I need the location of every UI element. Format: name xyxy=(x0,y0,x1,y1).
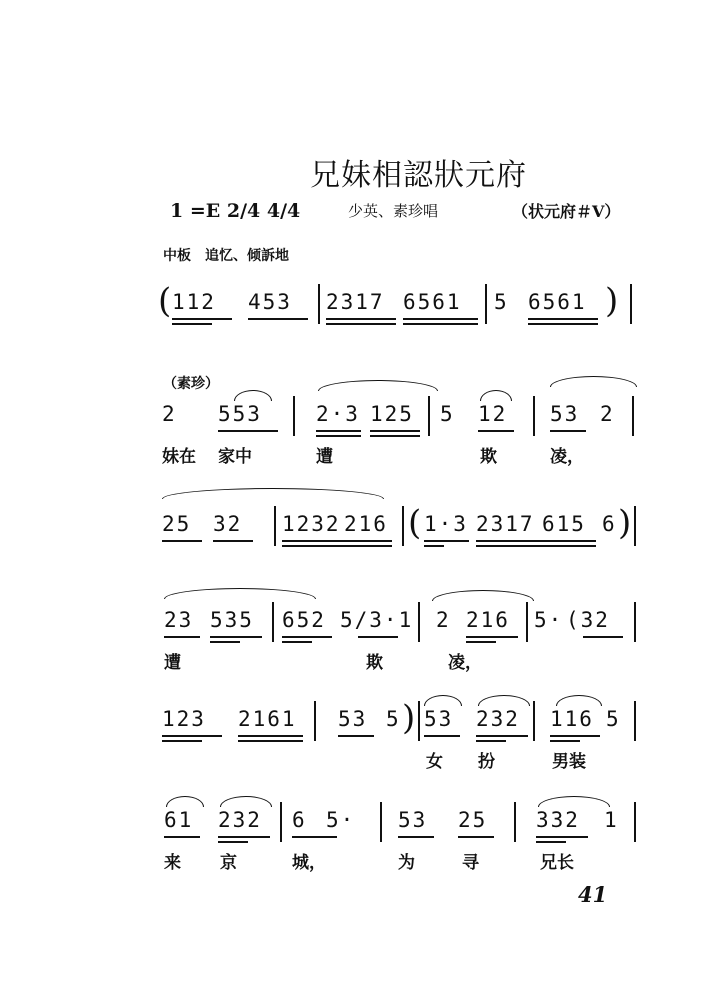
note-group: 123 xyxy=(162,707,206,731)
note-group: 553 xyxy=(218,402,262,426)
lyric: 兄长 xyxy=(540,853,574,873)
note-group: 535 xyxy=(210,608,254,632)
note-group: 5 xyxy=(386,707,401,731)
barline xyxy=(314,701,316,741)
source-note: （状元府＃Ⅴ） xyxy=(512,202,621,221)
role-label: （素珍） xyxy=(163,376,219,392)
lyric: 家中 xyxy=(218,447,252,467)
barline xyxy=(634,602,636,642)
lyric: 扮 xyxy=(478,752,495,772)
note-group: 32 xyxy=(213,512,243,536)
score-line-3 xyxy=(158,503,648,562)
lyric: 男装 xyxy=(552,752,586,772)
note-group: 25 xyxy=(162,512,192,536)
note-group: 453 xyxy=(248,290,292,314)
barline xyxy=(634,701,636,741)
note-group: 216 xyxy=(344,512,388,536)
note-group: 1 xyxy=(604,808,619,832)
note-group: 232 xyxy=(476,707,520,731)
lyric: 遭 xyxy=(316,447,333,467)
note-group: 2161 xyxy=(238,707,297,731)
paren: ) xyxy=(605,281,619,321)
note-group: 61 xyxy=(164,808,194,832)
note-group: 112 xyxy=(172,290,216,314)
note-group: 5 xyxy=(494,290,509,314)
barline xyxy=(533,701,535,741)
note-group: 615 xyxy=(542,512,586,536)
note-group: 6561 xyxy=(528,290,587,314)
barline xyxy=(428,396,430,436)
note-group: 1232 xyxy=(282,512,341,536)
note-group: 12 xyxy=(478,402,508,426)
barline xyxy=(630,284,632,324)
note-group: 25 xyxy=(458,808,488,832)
note-group: 216 xyxy=(466,608,510,632)
barline xyxy=(318,284,320,324)
lyric: 为 xyxy=(398,853,415,873)
note-group: 5 xyxy=(440,402,455,426)
paren: ) xyxy=(618,503,632,543)
barline xyxy=(514,802,516,842)
note-group: 2 xyxy=(436,608,451,632)
note-group: 125 xyxy=(370,402,414,426)
note-group: 6561 xyxy=(403,290,462,314)
note-group: 5· xyxy=(534,608,564,632)
note-group: 53 xyxy=(338,707,368,731)
score-line-1 xyxy=(158,281,648,340)
barline xyxy=(274,506,276,546)
note-group: 6 xyxy=(602,512,617,536)
barline xyxy=(272,602,274,642)
note-group: 5/3·1 xyxy=(340,608,414,632)
barline xyxy=(280,802,282,842)
note-group: 652 xyxy=(282,608,326,632)
barline xyxy=(485,284,487,324)
lyric: 妹在 xyxy=(162,447,196,467)
key-signature: 1 =E 2/4 4/4 xyxy=(170,200,301,222)
barline xyxy=(418,602,420,642)
paren: ) xyxy=(402,698,416,738)
note-group: 5 xyxy=(606,707,621,731)
note-group: 2 xyxy=(600,402,615,426)
note-group: 6 xyxy=(292,808,307,832)
note-group: 116 xyxy=(550,707,594,731)
lyric: 欺 xyxy=(366,653,383,673)
singers: 少英、素珍唱 xyxy=(348,202,439,220)
note-group: 5· xyxy=(326,808,356,832)
lyric: 遭 xyxy=(164,653,181,673)
lyric: 寻 xyxy=(462,853,479,873)
barline xyxy=(402,506,404,546)
barline xyxy=(634,506,636,546)
barline xyxy=(533,396,535,436)
paren: ( xyxy=(158,281,172,321)
note-group: 53 xyxy=(398,808,428,832)
page-number: 41 xyxy=(578,882,608,907)
barline xyxy=(380,802,382,842)
note-group: 232 xyxy=(218,808,262,832)
note-group: 332 xyxy=(536,808,580,832)
barline xyxy=(293,396,295,436)
note-group: 23 xyxy=(164,608,194,632)
lyric: 凌， xyxy=(550,447,584,467)
note-group: 2 xyxy=(162,402,177,426)
note-group: 2·3 xyxy=(316,402,360,426)
note-group: 2317 xyxy=(476,512,535,536)
score-line-2 xyxy=(158,402,648,467)
note-group: 53 xyxy=(550,402,580,426)
song-title: 兄妹相認狀元府 xyxy=(310,158,527,193)
note-group: 1·3 xyxy=(424,512,468,536)
note-group: 2317 xyxy=(326,290,385,314)
note-group: (32 xyxy=(566,608,610,632)
score-line-4 xyxy=(158,608,648,673)
score-line-6 xyxy=(158,808,648,873)
barline xyxy=(632,396,634,436)
lyric: 来 xyxy=(164,853,181,873)
note-group: 53 xyxy=(424,707,454,731)
barline xyxy=(526,602,528,642)
lyric: 京 xyxy=(220,853,237,873)
tempo-marking: 中板 追忆、倾訴地 xyxy=(163,248,289,264)
paren: ( xyxy=(408,503,422,543)
lyric: 凌， xyxy=(448,653,482,673)
barline xyxy=(634,802,636,842)
barline xyxy=(418,701,420,741)
lyric: 城， xyxy=(292,853,326,873)
lyric: 欺 xyxy=(480,447,497,467)
lyric: 女 xyxy=(426,752,443,772)
score-line-5 xyxy=(158,698,648,772)
